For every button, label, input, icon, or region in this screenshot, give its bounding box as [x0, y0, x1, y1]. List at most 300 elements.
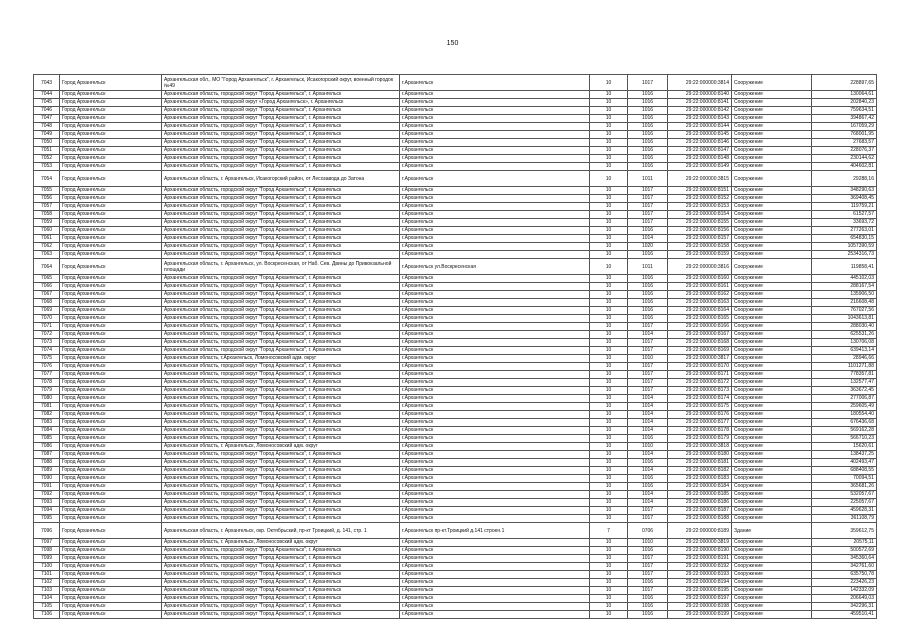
- municipality-cell: Город Архангельск: [60, 307, 162, 315]
- subcategory-code-cell: 1014: [628, 403, 668, 411]
- subcategory-code-cell: 1016: [628, 315, 668, 323]
- full-address-cell: Архангельская область, городской округ "Город Архангельск", г. Архангельск: [162, 595, 400, 603]
- full-address-cell: Архангельская область, городской округ "Город Архангельск", г. Архангельск: [162, 611, 400, 619]
- full-address-cell: Архангельская область, городской округ "Город Архангельск", г. Архангельск: [162, 515, 400, 523]
- table-row: [34, 139, 877, 147]
- object-type-cell: Сооружение: [732, 123, 812, 131]
- row-number-cell: 7101: [34, 571, 60, 579]
- table-row: [34, 507, 877, 515]
- municipality-cell: Город Архангельск: [60, 251, 162, 259]
- subcategory-code-cell: 1014: [628, 331, 668, 339]
- row-number-cell: 7096: [34, 523, 60, 539]
- category-code-cell: 10: [590, 147, 628, 155]
- cadastral-value-cell: 459628,31: [812, 507, 877, 515]
- category-code-cell: 10: [590, 387, 628, 395]
- subcategory-code-cell: 1014: [628, 411, 668, 419]
- subcategory-code-cell: 1017: [628, 363, 668, 371]
- cadastral-value-cell: 369408,45: [812, 195, 877, 203]
- cadastral-value-cell: 277006,87: [812, 395, 877, 403]
- category-code-cell: 10: [590, 363, 628, 371]
- municipality-cell: Город Архангельск: [60, 387, 162, 395]
- municipality-cell: Город Архангельск: [60, 163, 162, 171]
- short-address-cell: г.Архангельск: [400, 99, 590, 107]
- full-address-cell: Архангельская область, городской округ "Город Архангельск", г. Архангельск: [162, 307, 400, 315]
- category-code-cell: 10: [590, 595, 628, 603]
- full-address-cell: Архангельская область, городской округ "Город Архангельск", г. Архангельск: [162, 427, 400, 435]
- object-type-cell: Сооружение: [732, 443, 812, 451]
- category-code-cell: 10: [590, 227, 628, 235]
- row-number-cell: 7093: [34, 499, 60, 507]
- category-code-cell: 10: [590, 539, 628, 547]
- cadastral-number-cell: 29:22:000000:8176: [668, 411, 732, 419]
- cadastral-value-cell: 225057,67: [812, 499, 877, 507]
- category-code-cell: 10: [590, 283, 628, 291]
- cadastral-value-cell: 768001,95: [812, 131, 877, 139]
- row-number-cell: 7079: [34, 387, 60, 395]
- subcategory-code-cell: 1016: [628, 299, 668, 307]
- subcategory-code-cell: 1017: [628, 507, 668, 515]
- full-address-cell: Архангельская область, городской округ "Город Архангельск", г. Архангельск: [162, 211, 400, 219]
- full-address-cell: Архангельская область, городской округ "Город Архангельск", г. Архангельск: [162, 131, 400, 139]
- short-address-cell: г.Архангельск: [400, 195, 590, 203]
- row-number-cell: 7069: [34, 307, 60, 315]
- category-code-cell: 10: [590, 579, 628, 587]
- row-number-cell: 7105: [34, 603, 60, 611]
- table-row: [34, 395, 877, 403]
- table-row: [34, 75, 877, 91]
- table-row: [34, 227, 877, 235]
- short-address-cell: г.Архангельск: [400, 539, 590, 547]
- short-address-cell: г.Архангельск: [400, 595, 590, 603]
- cadastral-number-cell: 29:22:000000:8197: [668, 595, 732, 603]
- subcategory-code-cell: 1016: [628, 123, 668, 131]
- short-address-cell: г.Архангельск: [400, 147, 590, 155]
- short-address-cell: г.Архангельск: [400, 331, 590, 339]
- cadastral-value-cell: 259605,49: [812, 403, 877, 411]
- cadastral-value-cell: 459510,41: [812, 611, 877, 619]
- category-code-cell: 10: [590, 331, 628, 339]
- row-number-cell: 7044: [34, 91, 60, 99]
- municipality-cell: Город Архангельск: [60, 403, 162, 411]
- registry-body: [34, 75, 877, 619]
- cadastral-number-cell: 29:22:000000:3815: [668, 171, 732, 187]
- municipality-cell: Город Архангельск: [60, 123, 162, 131]
- row-number-cell: 7063: [34, 251, 60, 259]
- row-number-cell: 7080: [34, 395, 60, 403]
- category-code-cell: 10: [590, 155, 628, 163]
- object-type-cell: Сооружение: [732, 563, 812, 571]
- short-address-cell: г.Архангельск: [400, 507, 590, 515]
- cadastral-number-cell: 29:22:000000:8192: [668, 563, 732, 571]
- full-address-cell: Архангельская область, городской округ "Город Архангельск", г. Архангельск: [162, 603, 400, 611]
- row-number-cell: 7070: [34, 315, 60, 323]
- subcategory-code-cell: 1014: [628, 427, 668, 435]
- cadastral-number-cell: 29:22:000000:8190: [668, 547, 732, 555]
- short-address-cell: г.Архангельск: [400, 571, 590, 579]
- municipality-cell: Город Архангельск: [60, 363, 162, 371]
- full-address-cell: Архангельская область, городской округ "Город Архангельск", г. Архангельск: [162, 219, 400, 227]
- object-type-cell: Сооружение: [732, 299, 812, 307]
- full-address-cell: Архангельская область, городской округ "Город Архангельск", г. Архангельск: [162, 203, 400, 211]
- row-number-cell: 7089: [34, 467, 60, 475]
- short-address-cell: г.Архангельск: [400, 307, 590, 315]
- municipality-cell: Город Архангельск: [60, 563, 162, 571]
- cadastral-number-cell: 29:22:000000:8187: [668, 507, 732, 515]
- subcategory-code-cell: 0706: [628, 523, 668, 539]
- object-type-cell: Сооружение: [732, 499, 812, 507]
- category-code-cell: 10: [590, 251, 628, 259]
- category-code-cell: 10: [590, 507, 628, 515]
- category-code-cell: 10: [590, 275, 628, 283]
- subcategory-code-cell: 1014: [628, 451, 668, 459]
- category-code-cell: 10: [590, 131, 628, 139]
- table-row: [34, 123, 877, 131]
- table-row: [34, 331, 877, 339]
- municipality-cell: Город Архангельск: [60, 411, 162, 419]
- cadastral-number-cell: 29:22:000000:8198: [668, 603, 732, 611]
- object-type-cell: Сооружение: [732, 467, 812, 475]
- category-code-cell: 10: [590, 451, 628, 459]
- row-number-cell: 7097: [34, 539, 60, 547]
- table-row: [34, 427, 877, 435]
- cadastral-number-cell: 29:22:000000:8166: [668, 323, 732, 331]
- cadastral-value-cell: 230144,62: [812, 155, 877, 163]
- table-row: [34, 147, 877, 155]
- cadastral-value-cell: 61527,57: [812, 211, 877, 219]
- full-address-cell: Архангельская область, городской округ "Город Архангельск", г. Архангельск: [162, 491, 400, 499]
- row-number-cell: 7078: [34, 379, 60, 387]
- full-address-cell: Архангельская область, городской округ "Город Архангельск", г. Архангельск: [162, 155, 400, 163]
- cadastral-value-cell: 70094,51: [812, 475, 877, 483]
- cadastral-number-cell: 29:22:000000:8163: [668, 299, 732, 307]
- table-row: [34, 195, 877, 203]
- short-address-cell: г.Архангельск: [400, 91, 590, 99]
- row-number-cell: 7054: [34, 171, 60, 187]
- subcategory-code-cell: 1016: [628, 483, 668, 491]
- object-type-cell: Сооружение: [732, 275, 812, 283]
- municipality-cell: Город Архангельск: [60, 395, 162, 403]
- full-address-cell: Архангельская область, городской округ "Город Архангельск", г. Архангельск: [162, 347, 400, 355]
- cadastral-number-cell: 29:22:000000:8152: [668, 195, 732, 203]
- cadastral-number-cell: 29:22:000000:3818: [668, 443, 732, 451]
- short-address-cell: г.Архангельск: [400, 515, 590, 523]
- full-address-cell: Архангельская область, городской округ "Город Архангельск", г. Архангельск: [162, 163, 400, 171]
- short-address-cell: г.Архангельск: [400, 339, 590, 347]
- cadastral-number-cell: 29:22:000000:8184: [668, 483, 732, 491]
- subcategory-code-cell: 1017: [628, 339, 668, 347]
- full-address-cell: Архангельская область, городской округ "Город Архангельск", г. Архангельск: [162, 107, 400, 115]
- table-row: [34, 115, 877, 123]
- table-row: [34, 555, 877, 563]
- full-address-cell: Архангельская область, городской округ "Город Архангельск", г. Архангельск: [162, 459, 400, 467]
- subcategory-code-cell: 1016: [628, 475, 668, 483]
- cadastral-value-cell: 345360,64: [812, 555, 877, 563]
- table-row: [34, 443, 877, 451]
- object-type-cell: Сооружение: [732, 211, 812, 219]
- object-type-cell: Сооружение: [732, 395, 812, 403]
- short-address-cell: г.Архангельск: [400, 315, 590, 323]
- full-address-cell: Архангельская область, городской округ "Город Архангельск", г. Архангельск: [162, 563, 400, 571]
- municipality-cell: Город Архангельск: [60, 107, 162, 115]
- short-address-cell: г.Архангельск: [400, 563, 590, 571]
- cadastral-value-cell: 1057390,59: [812, 243, 877, 251]
- full-address-cell: Архангельская область, городской округ "Город Архангельск", г. Архангельск: [162, 115, 400, 123]
- cadastral-number-cell: 29:22:000000:8185: [668, 491, 732, 499]
- category-code-cell: 10: [590, 235, 628, 243]
- row-number-cell: 7048: [34, 123, 60, 131]
- cadastral-number-cell: 29:22:000000:8191: [668, 555, 732, 563]
- table-row: [34, 243, 877, 251]
- municipality-cell: Город Архангельск: [60, 483, 162, 491]
- municipality-cell: Город Архангельск: [60, 323, 162, 331]
- short-address-cell: г.Архангельск: [400, 435, 590, 443]
- cadastral-number-cell: 29:22:000000:8181: [668, 459, 732, 467]
- short-address-cell: г.Архангельск: [400, 323, 590, 331]
- cadastral-value-cell: 778357,81: [812, 371, 877, 379]
- subcategory-code-cell: 1010: [628, 355, 668, 363]
- table-row: [34, 539, 877, 547]
- subcategory-code-cell: 1016: [628, 275, 668, 283]
- object-type-cell: Сооружение: [732, 475, 812, 483]
- cadastral-number-cell: 29:22:000000:8156: [668, 227, 732, 235]
- category-code-cell: 10: [590, 475, 628, 483]
- full-address-cell: Архангельская область, городской округ "Город Архангельск", г. Архангельск: [162, 139, 400, 147]
- municipality-cell: Город Архангельск: [60, 347, 162, 355]
- cadastral-number-cell: 29:22:000000:8164: [668, 307, 732, 315]
- short-address-cell: г.Архангельск: [400, 611, 590, 619]
- cadastral-number-cell: 29:22:000000:8148: [668, 155, 732, 163]
- cadastral-value-cell: 119759,21: [812, 203, 877, 211]
- cadastral-number-cell: 29:22:000000:8195: [668, 587, 732, 595]
- category-code-cell: 10: [590, 195, 628, 203]
- subcategory-code-cell: 1014: [628, 419, 668, 427]
- cadastral-number-cell: 29:22:000000:8154: [668, 211, 732, 219]
- category-code-cell: 10: [590, 307, 628, 315]
- subcategory-code-cell: 1014: [628, 491, 668, 499]
- row-number-cell: 7062: [34, 243, 60, 251]
- full-address-cell: Архангельская область, городской округ "Город Архангельск", г. Архангельск: [162, 475, 400, 483]
- cadastral-value-cell: 167059,29: [812, 123, 877, 131]
- cadastral-number-cell: 29:22:000000:8151: [668, 187, 732, 195]
- table-row: [34, 131, 877, 139]
- object-type-cell: Сооружение: [732, 259, 812, 275]
- short-address-cell: г.Архангельск: [400, 467, 590, 475]
- cadastral-number-cell: 29:22:000000:8168: [668, 339, 732, 347]
- subcategory-code-cell: 1011: [628, 171, 668, 187]
- full-address-cell: Архангельская область, городской округ "Город Архангельск", г. Архангельск: [162, 187, 400, 195]
- object-type-cell: Сооружение: [732, 187, 812, 195]
- table-row: [34, 371, 877, 379]
- cadastral-value-cell: 342761,60: [812, 563, 877, 571]
- subcategory-code-cell: 1017: [628, 195, 668, 203]
- object-type-cell: Здание: [732, 523, 812, 539]
- category-code-cell: 10: [590, 427, 628, 435]
- table-row: [34, 347, 877, 355]
- subcategory-code-cell: 1016: [628, 139, 668, 147]
- category-code-cell: 10: [590, 499, 628, 507]
- full-address-cell: Архангельская область, городской округ "Город Архангельск", г. Архангельск: [162, 547, 400, 555]
- subcategory-code-cell: 1017: [628, 323, 668, 331]
- object-type-cell: Сооружение: [732, 203, 812, 211]
- cadastral-value-cell: 228076,37: [812, 147, 877, 155]
- row-number-cell: 7071: [34, 323, 60, 331]
- cadastral-number-cell: 29:22:000000:8180: [668, 451, 732, 459]
- category-code-cell: 10: [590, 403, 628, 411]
- short-address-cell: г.Архангельск: [400, 499, 590, 507]
- object-type-cell: Сооружение: [732, 291, 812, 299]
- cadastral-value-cell: 223426,23: [812, 579, 877, 587]
- cadastral-number-cell: 29:22:000000:8186: [668, 499, 732, 507]
- subcategory-code-cell: 1010: [628, 539, 668, 547]
- category-code-cell: 10: [590, 603, 628, 611]
- cadastral-number-cell: 29:22:000000:3819: [668, 539, 732, 547]
- object-type-cell: Сооружение: [732, 99, 812, 107]
- category-code-cell: 10: [590, 91, 628, 99]
- short-address-cell: г.Архангельск: [400, 371, 590, 379]
- municipality-cell: Город Архангельск: [60, 331, 162, 339]
- table-row: [34, 251, 877, 259]
- category-code-cell: 10: [590, 483, 628, 491]
- municipality-cell: Город Архангельск: [60, 219, 162, 227]
- municipality-cell: Город Архангельск: [60, 435, 162, 443]
- cadastral-value-cell: 29288,16: [812, 171, 877, 187]
- cadastral-number-cell: 29:22:000000:8146: [668, 139, 732, 147]
- cadastral-value-cell: 33693,72: [812, 219, 877, 227]
- subcategory-code-cell: 1016: [628, 579, 668, 587]
- row-number-cell: 7106: [34, 611, 60, 619]
- short-address-cell: г.Архангельск: [400, 411, 590, 419]
- table-row: [34, 107, 877, 115]
- full-address-cell: Архангельская область, городской округ "Город Архангельск", г. Архангельск: [162, 91, 400, 99]
- object-type-cell: Сооружение: [732, 611, 812, 619]
- full-address-cell: Архангельская область, городской округ "Город Архангельск", г. Архангельск: [162, 387, 400, 395]
- short-address-cell: г.Архангельск: [400, 603, 590, 611]
- category-code-cell: 10: [590, 411, 628, 419]
- row-number-cell: 7081: [34, 403, 60, 411]
- cadastral-number-cell: 29:22:000000:8147: [668, 147, 732, 155]
- row-number-cell: 7057: [34, 203, 60, 211]
- full-address-cell: Архангельская область, городской округ "Город Архангельск", г. Архангельск: [162, 419, 400, 427]
- short-address-cell: г.Архангельск: [400, 219, 590, 227]
- short-address-cell: г.Архангельск: [400, 347, 590, 355]
- subcategory-code-cell: 1016: [628, 107, 668, 115]
- subcategory-code-cell: 1017: [628, 75, 668, 91]
- category-code-cell: 10: [590, 515, 628, 523]
- cadastral-value-cell: 130064,61: [812, 91, 877, 99]
- table-row: [34, 299, 877, 307]
- cadastral-number-cell: 29:22:000000:8183: [668, 475, 732, 483]
- object-type-cell: Сооружение: [732, 235, 812, 243]
- municipality-cell: Город Архангельск: [60, 291, 162, 299]
- category-code-cell: 10: [590, 171, 628, 187]
- short-address-cell: г.Архангельск: [400, 403, 590, 411]
- short-address-cell: г.Архангельск: [400, 555, 590, 563]
- short-address-cell: г.Архангельск: [400, 363, 590, 371]
- full-address-cell: Архангельская область, городской округ "Город Архангельск", г. Архангельск: [162, 275, 400, 283]
- row-number-cell: 7074: [34, 347, 60, 355]
- cadastral-value-cell: 402493,47: [812, 459, 877, 467]
- municipality-cell: Город Архангельск: [60, 243, 162, 251]
- municipality-cell: Город Архангельск: [60, 195, 162, 203]
- category-code-cell: 10: [590, 123, 628, 131]
- cadastral-value-cell: 20575,11: [812, 539, 877, 547]
- category-code-cell: 10: [590, 571, 628, 579]
- table-row: [34, 459, 877, 467]
- short-address-cell: г.Архангельск: [400, 427, 590, 435]
- object-type-cell: Сооружение: [732, 539, 812, 547]
- full-address-cell: Архангельская область, городской округ "Город Архангельск", г. Архангельск: [162, 403, 400, 411]
- municipality-cell: Город Архангельск: [60, 315, 162, 323]
- table-row: [34, 547, 877, 555]
- object-type-cell: Сооружение: [732, 251, 812, 259]
- object-type-cell: Сооружение: [732, 387, 812, 395]
- short-address-cell: г.Архангельск: [400, 275, 590, 283]
- cadastral-value-cell: 1043613,81: [812, 315, 877, 323]
- municipality-cell: Город Архангельск: [60, 275, 162, 283]
- short-address-cell: г.Архангельск: [400, 283, 590, 291]
- category-code-cell: 7: [590, 523, 628, 539]
- category-code-cell: 10: [590, 243, 628, 251]
- short-address-cell: г.Архангельск: [400, 227, 590, 235]
- subcategory-code-cell: 1016: [628, 291, 668, 299]
- municipality-cell: Город Архангельск: [60, 595, 162, 603]
- category-code-cell: 10: [590, 259, 628, 275]
- object-type-cell: Сооружение: [732, 555, 812, 563]
- cadastral-value-cell: 132577,47: [812, 379, 877, 387]
- table-row: [34, 379, 877, 387]
- municipality-cell: Город Архангельск: [60, 91, 162, 99]
- subcategory-code-cell: 1017: [628, 515, 668, 523]
- object-type-cell: Сооружение: [732, 147, 812, 155]
- municipality-cell: Город Архангельск: [60, 475, 162, 483]
- full-address-cell: Архангельская область, городской округ "Город Архангельск", г. Архангельск: [162, 395, 400, 403]
- row-number-cell: 7085: [34, 435, 60, 443]
- object-type-cell: Сооружение: [732, 571, 812, 579]
- subcategory-code-cell: 1016: [628, 459, 668, 467]
- table-row: [34, 571, 877, 579]
- municipality-cell: Город Архангельск: [60, 75, 162, 91]
- cadastral-value-cell: 404602,81: [812, 163, 877, 171]
- full-address-cell: Архангельская область, городской округ "Город Архангельск", г. Архангельск: [162, 251, 400, 259]
- category-code-cell: 10: [590, 459, 628, 467]
- table-row: [34, 187, 877, 195]
- cadastral-value-cell: 138437,25: [812, 451, 877, 459]
- row-number-cell: 7067: [34, 291, 60, 299]
- cadastral-number-cell: 29:22:000000:8175: [668, 403, 732, 411]
- object-type-cell: Сооружение: [732, 483, 812, 491]
- full-address-cell: Архангельская область, городской округ "Город Архангельск", г. Архангельск: [162, 291, 400, 299]
- municipality-cell: Город Архангельск: [60, 355, 162, 363]
- cadastral-number-cell: 29:22:000000:8160: [668, 275, 732, 283]
- object-type-cell: Сооружение: [732, 435, 812, 443]
- row-number-cell: 7059: [34, 219, 60, 227]
- row-number-cell: 7058: [34, 211, 60, 219]
- subcategory-code-cell: 1017: [628, 563, 668, 571]
- municipality-cell: Город Архангельск: [60, 171, 162, 187]
- cadastral-number-cell: 29:22:000000:8145: [668, 131, 732, 139]
- cadastral-value-cell: 654830,15: [812, 235, 877, 243]
- short-address-cell: г.Архангельск: [400, 139, 590, 147]
- cadastral-number-cell: 29:22:000000:8182: [668, 467, 732, 475]
- short-address-cell: г.Архангельск: [400, 475, 590, 483]
- table-row: [34, 283, 877, 291]
- subcategory-code-cell: 1016: [628, 155, 668, 163]
- full-address-cell: Архангельская область, городской округ "Город Архангельск", г. Архангельск: [162, 579, 400, 587]
- cadastral-value-cell: 216608,48: [812, 299, 877, 307]
- table-row: [34, 611, 877, 619]
- registry-table: [33, 74, 877, 619]
- subcategory-code-cell: 1016: [628, 163, 668, 171]
